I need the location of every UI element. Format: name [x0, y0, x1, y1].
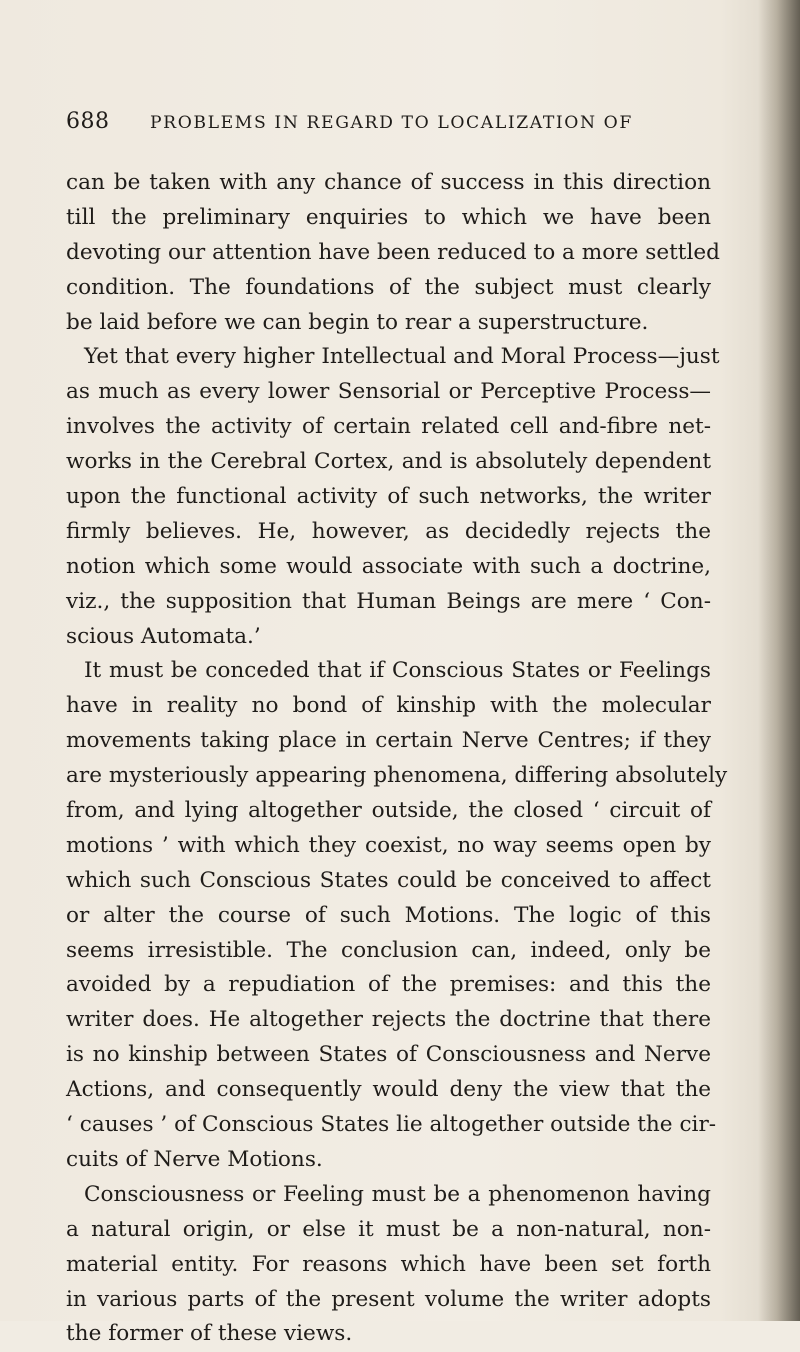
text-line: involves the activity of certain related cell and-fibre net-: [66, 414, 711, 440]
text-line: a natural origin, or else it must be a non-natural, non-: [66, 1216, 711, 1242]
text-line: condition. The foundations of the subject must clearly: [66, 274, 711, 300]
text-line: Consciousness or Feeling must be a phenomenon having: [84, 1181, 711, 1207]
paragraph-4: [66, 1178, 711, 1352]
text-line: avoided by a repudiation of the premises: and this the: [66, 972, 711, 998]
text-line: are mysteriously appearing phenomena, differing absolutely: [66, 763, 728, 789]
text-line: movements taking place in certain Nerve Centres; if they: [66, 728, 711, 754]
text-line: cuits of Nerve Motions.: [66, 1146, 323, 1172]
text-line: firmly believes. He, however, as decidedly rejects the: [66, 518, 711, 544]
running-head: PROBLEMS IN REGARD TO LOCALIZATION OF: [150, 113, 633, 133]
page-edge-shadow: [758, 0, 800, 1321]
text-line: material entity. For reasons which have been set forth: [66, 1251, 711, 1277]
page-header: [66, 106, 706, 138]
text-line: It must be conceded that if Conscious States or Feelings: [84, 658, 711, 684]
text-line: as much as every lower Sensorial or Perceptive Process—: [66, 379, 711, 405]
paragraph-3: [66, 654, 728, 1177]
text-line: the former of these views.: [66, 1321, 353, 1347]
text-line: works in the Cerebral Cortex, and is absolutely dependent: [66, 449, 711, 475]
text-line: notion which some would associate with such a doctrine,: [66, 553, 711, 579]
body-text: [66, 166, 728, 1352]
text-line: can be taken with any chance of success in this direction: [66, 170, 711, 195]
text-line: seems irresistible. The conclusion can, indeed, only be: [66, 937, 711, 963]
text-line: till the preliminary enquiries to which we have been: [66, 204, 711, 230]
text-line: ‘ causes ’ of Conscious States lie altogether outside the cir-: [66, 1112, 717, 1138]
text-line: have in reality no bond of kinship with the molecular: [66, 693, 711, 719]
text-line: scious Automata.’: [66, 623, 261, 649]
text-line: motions ’ with which they coexist, no way seems open by: [66, 832, 711, 858]
text-line: devoting our attention have been reduced to a more settled: [66, 239, 720, 265]
paragraph-2: [66, 340, 720, 654]
text-line: Yet that every higher Intellectual and Moral Process—just: [84, 344, 720, 370]
text-line: upon the functional activity of such networks, the writer: [66, 484, 711, 510]
text-line: which such Conscious States could be conceived to affect: [66, 867, 711, 893]
paragraph-1: [66, 166, 720, 340]
text-line: in various parts of the present volume the writer adopts: [66, 1286, 711, 1312]
text-line: Actions, and consequently would deny the view that the: [66, 1077, 711, 1103]
text-line: writer does. He altogether rejects the doctrine that there: [66, 1007, 711, 1033]
text-line: or alter the course of such Motions. The logic of this: [66, 902, 711, 928]
text-line: is no kinship between States of Consciousness and Nerve: [66, 1042, 711, 1068]
text-line: from, and lying altogether outside, the closed ‘ circuit of: [66, 798, 711, 824]
text-line: be laid before we can begin to rear a superstructure.: [66, 309, 649, 335]
page-number: 688: [66, 109, 110, 134]
text-line: viz., the supposition that Human Beings are mere ‘ Con-: [66, 588, 711, 614]
